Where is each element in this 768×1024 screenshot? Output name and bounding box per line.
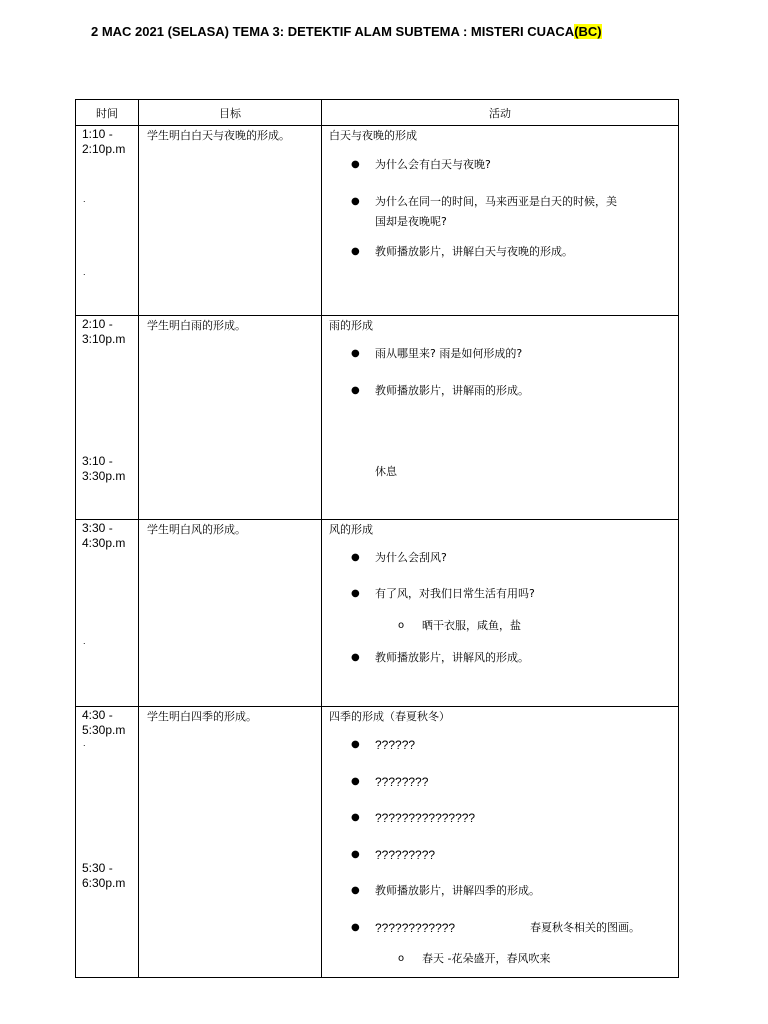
- bullet-icon: ●: [351, 812, 360, 823]
- goal-text: 学生明白雨的形成。: [147, 319, 246, 332]
- time-range: 1:10 - 2:10p.m: [82, 127, 126, 156]
- time-cell: [76, 316, 139, 520]
- activity-title: 雨的形成: [329, 319, 373, 332]
- goal-text: 学生明白白天与夜晚的形成。: [147, 129, 290, 142]
- table-row: [76, 316, 679, 520]
- header-activity: 活动: [322, 100, 679, 126]
- bullet-icon: ●: [351, 348, 360, 359]
- bullet-icon: ●: [351, 385, 360, 396]
- goal-cell: [139, 126, 322, 316]
- bullet-icon: ●: [351, 776, 360, 787]
- bullet-icon: ●: [351, 552, 360, 563]
- time-range: 3:30 - 4:30p.m: [82, 521, 126, 550]
- time-cell: [76, 126, 139, 316]
- page-title: [91, 24, 602, 39]
- title-highlight: (BC): [574, 24, 602, 39]
- time-range: 2:10 - 3:10p.m: [82, 317, 126, 346]
- bullet-icon: ●: [351, 588, 360, 599]
- bullet-icon: ●: [351, 849, 360, 860]
- rest-text: 休息: [375, 465, 397, 478]
- activity-title: 白天与夜晚的形成: [329, 129, 417, 142]
- goal-text: 学生明白风的形成。: [147, 523, 246, 536]
- title-text: 2 MAC 2021 (SELASA) TEMA 3: DETEKTIF ALAM SUBTEMA : MISTERI CUACA: [91, 24, 575, 39]
- bullet-icon: ●: [351, 739, 360, 750]
- goal-cell: [139, 707, 322, 978]
- sub-bullet-icon: o: [398, 620, 405, 631]
- time-range: 4:30 - 5:30p.m: [82, 708, 126, 737]
- header-time: 时间: [76, 100, 139, 126]
- goal-cell: [139, 520, 322, 707]
- dot-mark: .: [83, 267, 86, 277]
- activity-title: 四季的形成（春夏秋冬）: [329, 710, 450, 723]
- activity-cell: 四季的形成（春夏秋冬） ● ?????? ● ???????? ● ??????????????? ● ????????? ● 教师播放影片，讲解四季的形成。 ● ???????????? 春夏秋冬相关的图画。 o 春天 -花朵盛开，春风吹来: [322, 707, 679, 978]
- bullet-icon: ●: [351, 885, 360, 896]
- bullet-icon: ●: [351, 246, 360, 257]
- activity-cell: 风的形成 ● 为什么会刮风? ● 有了风，对我们日常生活有用吗? o 晒干衣服，咸鱼，盐 ● 教师播放影片，讲解风的形成。: [322, 520, 679, 707]
- lesson-plan-table: [75, 99, 679, 978]
- time-cell: [76, 520, 139, 707]
- bullet-icon: ●: [351, 922, 360, 933]
- goal-cell: [139, 316, 322, 520]
- activity-cell: 白天与夜晚的形成 ● 为什么会有白天与夜晚? ● 为什么在同一的时间，马来西亚是白天的时候，美 国却是夜晚呢? ● 教师播放影片，讲解白天与夜晚的形成。: [322, 126, 679, 316]
- dot-mark: .: [83, 738, 86, 748]
- activity-title: 风的形成: [329, 523, 373, 536]
- activity-cell: 雨的形成 ● 雨从哪里来? 雨是如何形成的? ● 教师播放影片，讲解雨的形成。 休息: [322, 316, 679, 520]
- sub-bullet-icon: o: [398, 953, 405, 964]
- table-row: [76, 707, 679, 978]
- goal-text: 学生明白四季的形成。: [147, 710, 257, 723]
- dot-mark: .: [83, 194, 86, 204]
- bullet-icon: ●: [351, 159, 360, 170]
- time-range: 5:30 - 6:30p.m: [82, 861, 126, 890]
- time-range: 3:10 - 3:30p.m: [82, 454, 126, 483]
- header-goal: 目标: [139, 100, 322, 126]
- table-row: [76, 520, 679, 707]
- dot-mark: .: [83, 636, 86, 646]
- table-header-row: [76, 100, 679, 126]
- bullet-icon: ●: [351, 196, 360, 207]
- time-cell: [76, 707, 139, 978]
- bullet-icon: ●: [351, 652, 360, 663]
- table-row: [76, 126, 679, 316]
